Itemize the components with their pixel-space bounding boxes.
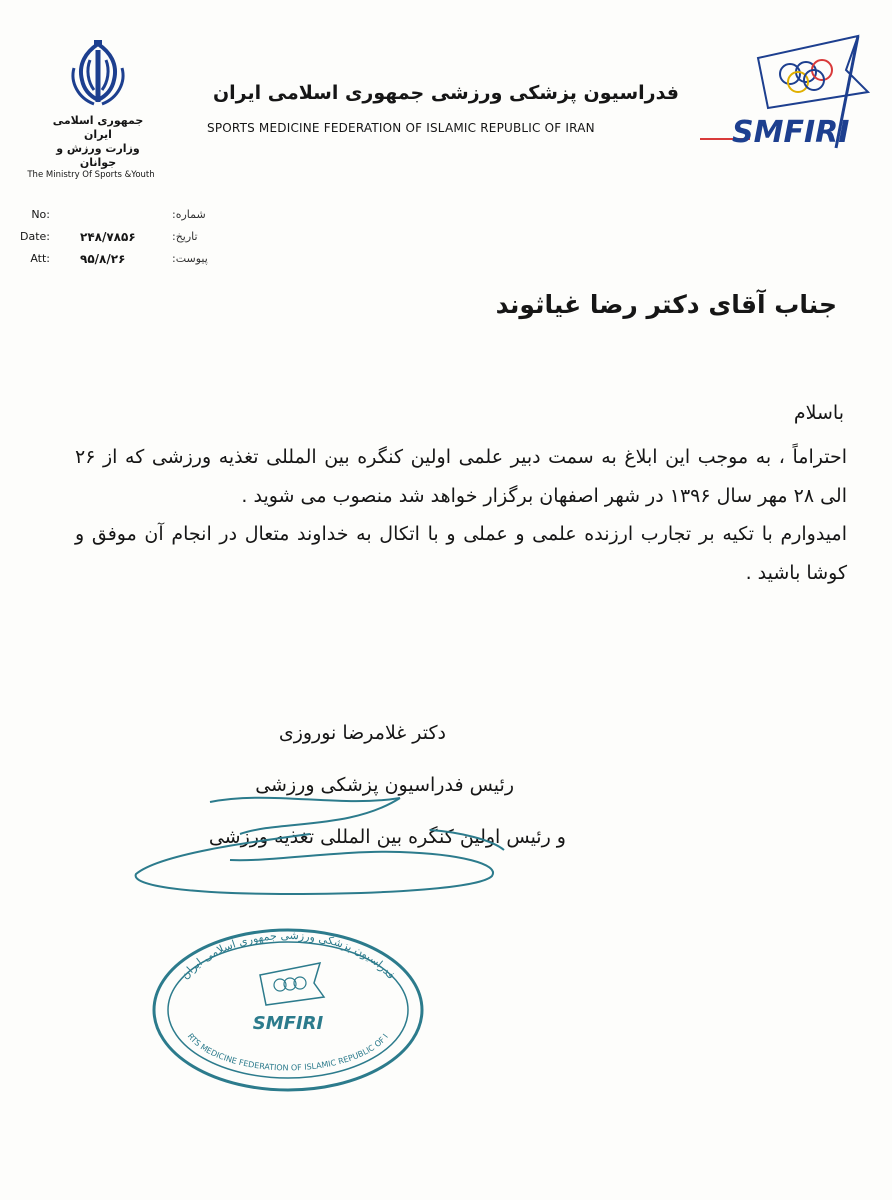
iran-emblem-icon bbox=[38, 38, 158, 110]
date-label-fa: تاریخ: bbox=[172, 230, 198, 243]
number-label-en: No: bbox=[31, 208, 50, 221]
official-stamp bbox=[148, 925, 428, 1099]
stamp-text-en: RTS MEDICINE FEDERATION OF ISLAMIC REPUBLIC OF I bbox=[185, 1031, 390, 1073]
smfiri-logo bbox=[728, 30, 870, 156]
federation-title-fa: فدراسیون پزشکی ورزشی جمهوری اسلامی ایران bbox=[212, 82, 679, 104]
date-value: ۹۵/۸/۲۶ bbox=[80, 252, 126, 266]
stamp-text-fa: فدراسیون پزشکی ورزشی جمهوری اسلامی ایران bbox=[178, 928, 398, 982]
letter-meta-block bbox=[20, 208, 220, 274]
stamp-logo-text: SMFIRI bbox=[252, 1013, 324, 1034]
number-value: ۲۴۸/۷۸۵۶ bbox=[80, 230, 136, 244]
signer-title-1: رئیس فدراسیون پزشکی ورزشی bbox=[255, 774, 514, 796]
body-paragraph-2: امیدوارم با تکیه بر تجارب ارزنده علمی و عملی و با اتکال به خداوند متعال در انجام آن موفق و کوشا باشید . bbox=[75, 523, 847, 584]
ministry-name-fa-1: جمهوری اسلامی ایران bbox=[52, 114, 144, 141]
letter-body bbox=[75, 438, 847, 592]
ministry-name-fa-2: وزارت ورزش و جوانان bbox=[56, 142, 140, 169]
signer-title-2: و رئیس اولین کنگره بین المللی تغذیه ورزشی bbox=[208, 826, 566, 848]
body-paragraph-1: احتراماً ، به موجب این ابلاغ به سمت دبیر علمی اولین کنگره بین المللی تغذیه ورزشی که از ۲۶ الی ۲۸ مهر سال ۱۳۹۶ در شهر اصفهان برگزار خواهد شد منصوب می شوید . bbox=[75, 446, 847, 507]
ministry-logo-block bbox=[27, 38, 158, 181]
smfiri-logo-text: SMFIRI bbox=[732, 115, 850, 150]
greeting: باسلام bbox=[793, 402, 844, 424]
recipient-heading: جناب آقای دکتر رضا غیاثوند bbox=[495, 290, 837, 319]
date-label-en: Date: bbox=[20, 230, 50, 243]
meta-row-date bbox=[20, 230, 220, 252]
federation-title-en: SPORTS MEDICINE FEDERATION OF ISLAMIC REPUBLIC OF IRAN bbox=[207, 121, 595, 135]
meta-row-att bbox=[20, 252, 220, 274]
att-label-en: Att: bbox=[30, 252, 50, 265]
handwritten-signature bbox=[100, 790, 520, 914]
meta-row-number bbox=[20, 208, 220, 230]
number-label-fa: شماره: bbox=[172, 208, 206, 221]
signer-name: دکتر غلامرضا نوروزی bbox=[278, 722, 446, 744]
ministry-name-en: The Ministry Of Sports &Youth bbox=[27, 170, 155, 180]
att-label-fa: پیوست: bbox=[172, 252, 208, 265]
